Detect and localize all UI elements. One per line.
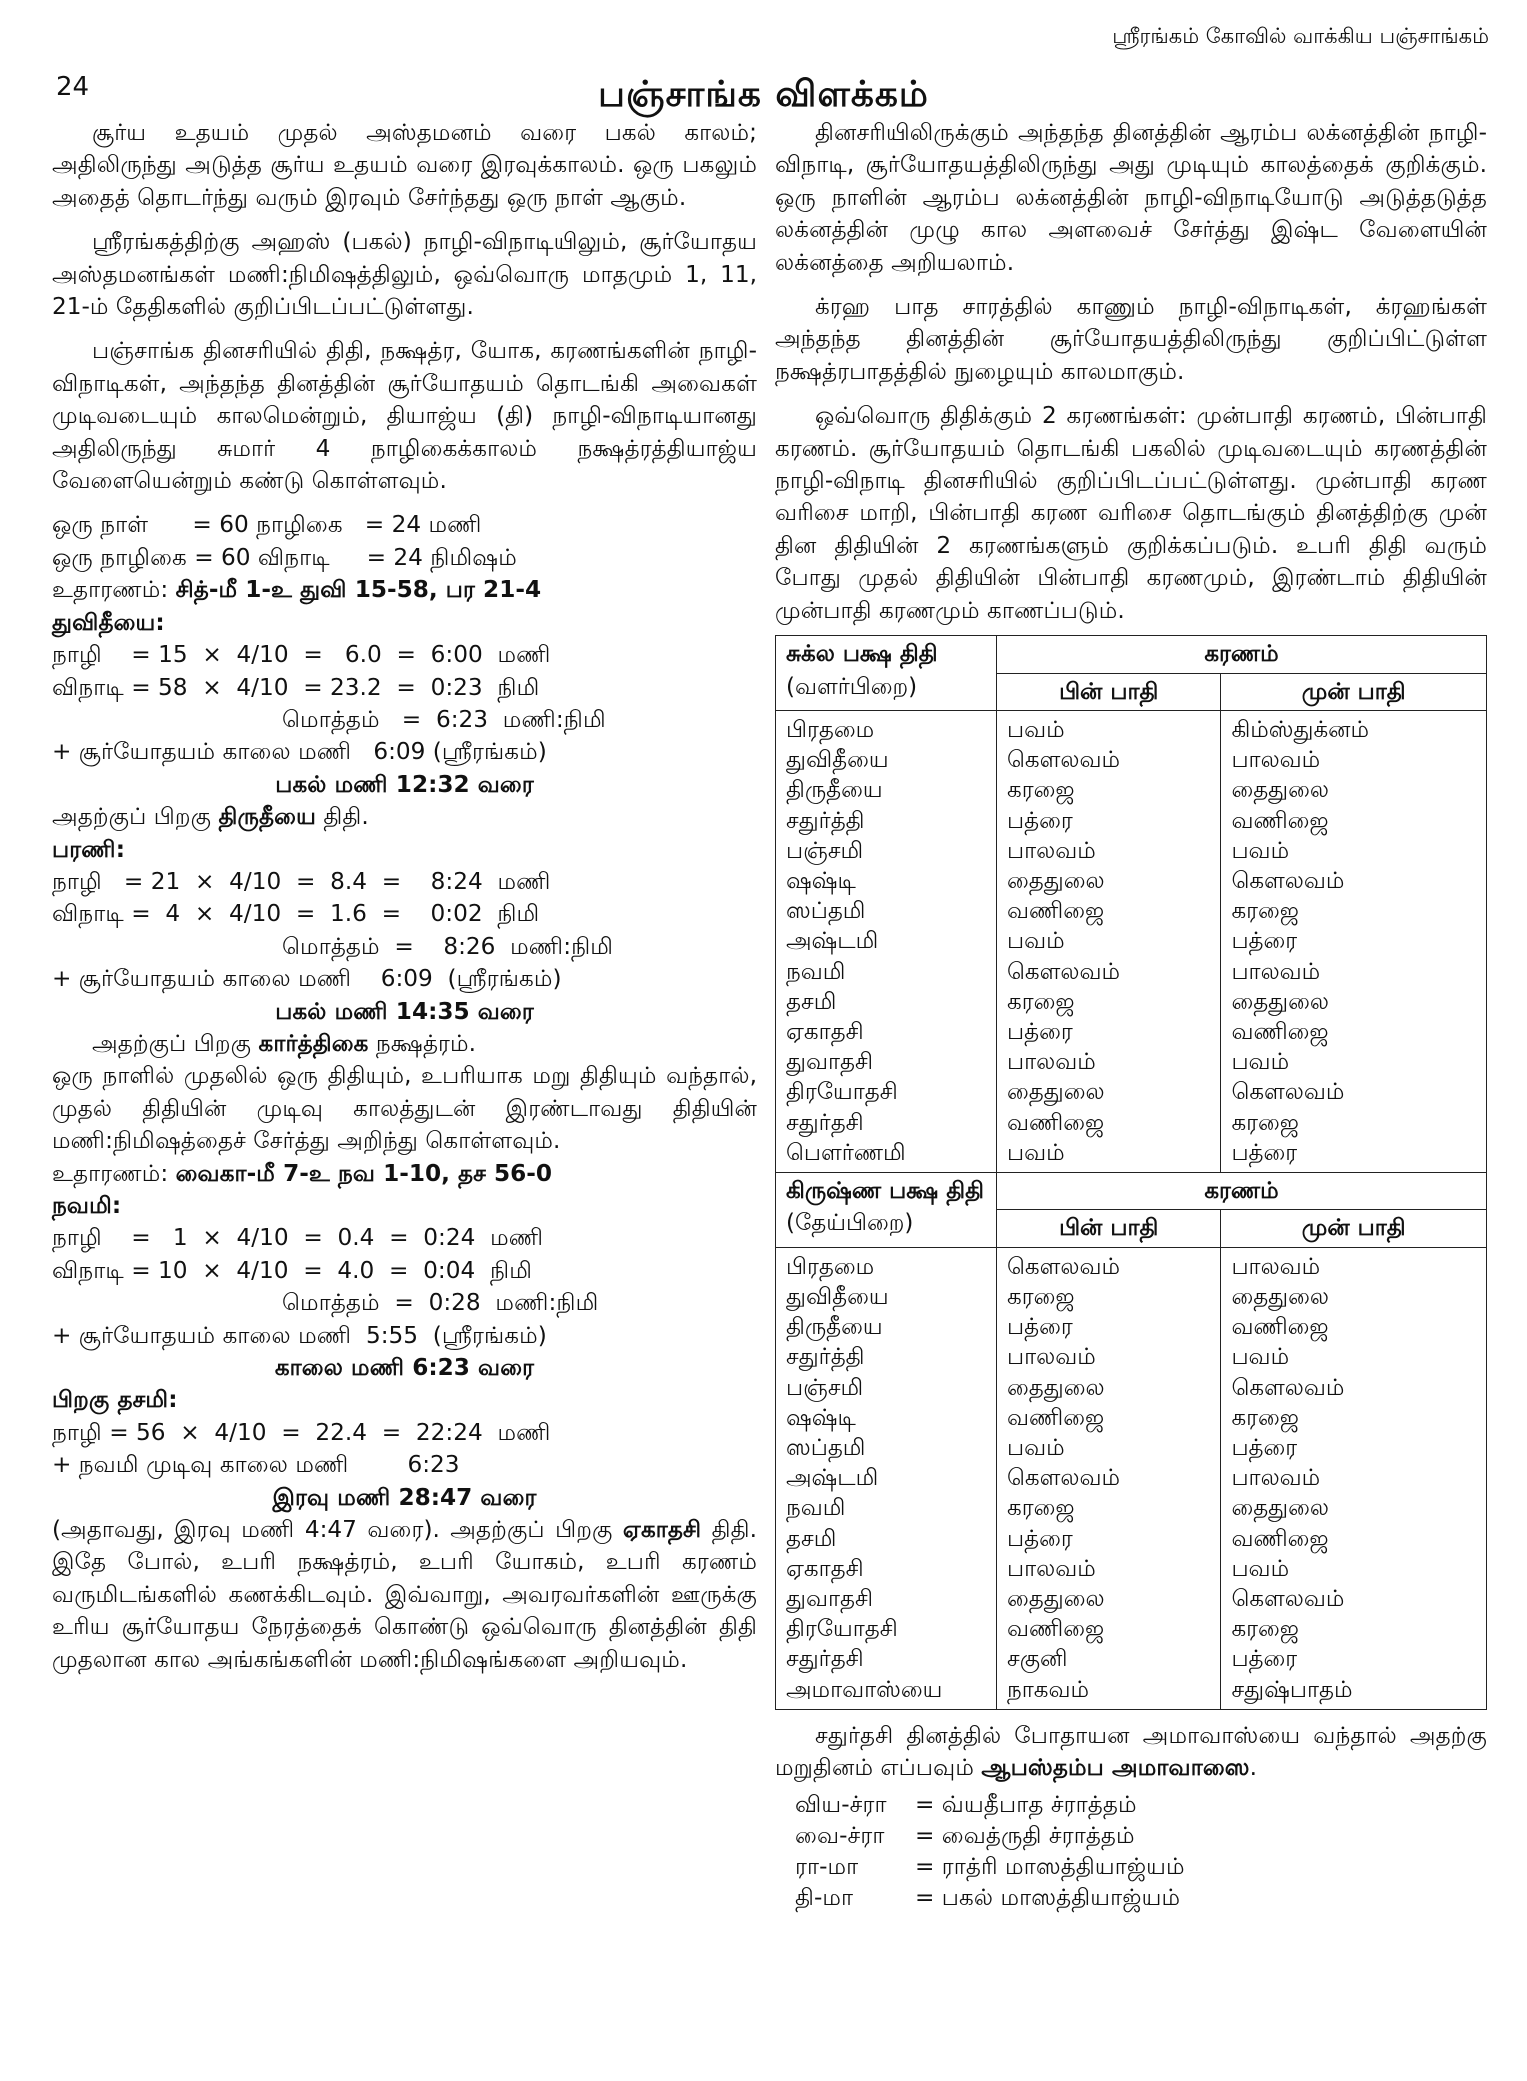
- abbreviation-row: [795, 1851, 1487, 1882]
- karana-value: கௌலவம்: [1007, 1253, 1120, 1280]
- paragraph: சூர்ய உதயம் முதல் அஸ்தமனம் வரை பகல் காலம்; அதிலிருந்து அடுத்த சூர்ய உதயம் வரை இரவுக்காலம். ஒரு பகலும் அதைத் தொடர்ந்து வரும் இரவும் சேர்ந்தது ஒரு நாள் ஆகும்.: [52, 119, 757, 211]
- karana-value: நாகவம்: [1007, 1676, 1090, 1703]
- karana-value: வணிஜை: [1007, 1109, 1105, 1136]
- karana-value: பாலவம்: [1231, 747, 1321, 774]
- table-header-cell: [776, 636, 997, 711]
- tithi-name: அஷ்டமி: [786, 928, 879, 955]
- table-header-cell: [776, 1172, 997, 1247]
- karana-value: கரஜை: [1231, 1616, 1299, 1643]
- karana-value: சதுஷ்பாதம்: [1231, 1676, 1353, 1703]
- calc-line: மொத்தம் = 0:28 மணி:நிமி: [282, 1289, 599, 1317]
- note-paragraph: [775, 1720, 1487, 1785]
- text: அதற்குப் பிறகு: [52, 803, 219, 831]
- karana-table: [775, 635, 1487, 1710]
- karana-value: கௌலவம்: [1231, 1374, 1345, 1401]
- calc-result: பகல் மணி 12:32 வரை: [275, 770, 534, 798]
- paragraph: க்ரஹ பாத சாரத்தில் காணும் நாழி-விநாடிகள், க்ரஹங்கள் அந்தந்த தினத்தின் சூர்யோதயத்திலிருந்து குறிப்பிட்டுள்ள நக்ஷத்ரபாதத்தில் நுழையும் காலமாகும்.: [775, 293, 1487, 385]
- page-number: 24: [56, 72, 90, 102]
- karana-value: பவம்: [1231, 1049, 1290, 1076]
- table-header-cell: பின் பாதி: [997, 1210, 1221, 1247]
- karana-value: பத்ரை: [1231, 1139, 1298, 1166]
- karana-value: தைதுலை: [1007, 1079, 1105, 1106]
- calc-line: மொத்தம் = 6:23 மணி:நிமி: [282, 705, 606, 733]
- karana-value: தைதுலை: [1007, 1374, 1105, 1401]
- text: சதுர்தசி தினத்தில் போதாயன அமாவாஸ்யை வந்தால் அதற்கு மறுதினம் எப்பவும்: [775, 1721, 1487, 1782]
- karana-value: தைதுலை: [1231, 988, 1329, 1015]
- karana-value: பத்ரை: [1007, 1018, 1073, 1045]
- example-sub: பிறகு தசமி:: [52, 1386, 178, 1414]
- tithi-name: சதுர்தசி: [786, 1646, 864, 1673]
- karana-value: கரஜை: [1007, 988, 1075, 1015]
- example-2-block: [52, 1158, 757, 1514]
- abbreviation-value: = வ்யதீபாத ச்ராத்தம்: [915, 1790, 1137, 1818]
- tithi-name: திருதீயை: [786, 777, 883, 804]
- tithi-name: சதுர்தசி: [786, 1109, 864, 1136]
- karana-value: கௌலவம்: [1231, 1079, 1345, 1106]
- example-heading: [52, 1158, 757, 1190]
- table-header-row: [776, 1172, 1487, 1209]
- calc-line: நாழி = 15 × 4/10 = 6.0 = 6:00 மணி: [52, 641, 551, 669]
- karana-value: வணிஜை: [1007, 1616, 1105, 1643]
- tithi-name: பஞ்சமி: [786, 837, 864, 864]
- abbreviation-row: [795, 1820, 1487, 1851]
- tithi-name: ஏகாதசி: [786, 1018, 864, 1045]
- mun-pathi-list: [1221, 710, 1487, 1172]
- example-text: சித்-மீ 1-உ துவி 15-58, பர 21-4: [175, 576, 542, 604]
- karana-value: பவம்: [1007, 1139, 1065, 1166]
- after-line: [52, 1028, 757, 1060]
- karana-value: வணிஜை: [1007, 898, 1105, 925]
- karana-value: பாலவம்: [1231, 1253, 1321, 1280]
- karana-value: பவம்: [1231, 837, 1290, 864]
- abbreviation-list: [795, 1789, 1487, 1913]
- karana-value: வணிஜை: [1007, 1404, 1105, 1431]
- example-sub: துவிதீயை:: [52, 608, 165, 636]
- karana-value: பவம்: [1231, 1555, 1290, 1582]
- calc-line: நாழி = 21 × 4/10 = 8.4 = 8:24 மணி: [52, 867, 551, 895]
- after-line: [52, 801, 757, 833]
- karana-value: கிம்ஸ்துக்னம்: [1231, 716, 1369, 743]
- paragraph: ஒவ்வொரு திதிக்கும் 2 கரணங்கள்: முன்பாதி கரணம், பின்பாதி கரணம். சூர்யோதயம் தொடங்கி பகலில் முடிவடையும் கரணத்தின் நாழி-விநாடி தினசரியில் குறிப்பிடப்பட்டுள்ளது. முன்பாதி கரண வரிசை மாறி, பின்பாதி கரண வரிசை தொடங்கும் தினத்திற்கு முன் தின திதியின் 2 கரணங்களும் குறிக்கப்படும். உபரி திதி வரும் போது முதல் திதியின் பின்பாதி கரணமும், இரண்டாம் திதியின் முன்பாதி கரணமும் காணப்படும்.: [775, 402, 1487, 624]
- table-header-cell: கரணம்: [997, 1172, 1487, 1209]
- karana-value: பாலவம்: [1231, 1465, 1321, 1492]
- tithi-name: திரயோதசி: [786, 1079, 898, 1106]
- karana-value: கரஜை: [1231, 898, 1299, 925]
- calc-line: விநாடி = 58 × 4/10 = 23.2 = 0:23 நிமி: [52, 673, 540, 701]
- karana-value: வணிஜை: [1231, 1018, 1329, 1045]
- calc-line: நாழி = 1 × 4/10 = 0.4 = 0:24 மணி: [52, 1224, 544, 1252]
- karana-value: வணிஜை: [1231, 1314, 1329, 1341]
- paragraph: பஞ்சாங்க தினசரியில் திதி, நக்ஷத்ர, யோக, கரணங்களின் நாழி-விநாடிகள், அந்தந்த தினத்தின் சூர்யோதயம் தொடங்கி அவைகள் முடிவடையும் காலமென்றும், தியாஜ்ய (தி) நாழி-விநாடியானது அதிலிருந்து சுமார் 4 நாழிகைக்காலம் நக்ஷத்ரத்தியாஜ்ய வேளையென்றும் கண்டு கொள்ளவும்.: [52, 337, 757, 495]
- abbreviation-key: ரா-மா: [795, 1852, 859, 1880]
- karana-value: கரஜை: [1007, 1495, 1075, 1522]
- table-row: [776, 1247, 1487, 1709]
- mun-pathi-list: [1221, 1247, 1487, 1709]
- text: (அதாவது, இரவு மணி 4:47 வரை). அதற்குப் பிறகு: [52, 1516, 623, 1544]
- karana-value: பாலவம்: [1007, 1555, 1096, 1582]
- karana-value: தைதுலை: [1007, 867, 1105, 894]
- text-bold: கார்த்திகை: [258, 1029, 369, 1057]
- karana-value: பவம்: [1007, 1434, 1065, 1461]
- header-text: சுக்ல பக்ஷ திதி: [786, 641, 938, 668]
- calc-line: விநாடி = 10 × 4/10 = 4.0 = 0:04 நிமி: [52, 1256, 533, 1284]
- abbreviation-key: தி-மா: [795, 1883, 854, 1911]
- table-header-cell: முன் பாதி: [1221, 673, 1487, 710]
- tithi-name: துவாதசி: [786, 1049, 873, 1076]
- calc-result: இரவு மணி 28:47 வரை: [272, 1483, 537, 1511]
- running-header: ஸ்ரீரங்கம் கோவில் வாக்கிய பஞ்சாங்கம்: [1112, 24, 1489, 48]
- tithi-name: ஷஷ்டி: [786, 867, 856, 894]
- abbreviation-value: = ராத்ரி மாஸத்தியாஜ்யம்: [915, 1852, 1185, 1880]
- karana-value: பத்ரை: [1231, 928, 1298, 955]
- karana-value: பவம்: [1231, 1344, 1290, 1371]
- tithi-name: பஞ்சமி: [786, 1374, 864, 1401]
- table-header-cell: கரணம்: [997, 636, 1487, 673]
- karana-value: பாலவம்: [1007, 837, 1096, 864]
- karana-value: வணிஜை: [1231, 807, 1329, 834]
- table-header-row: [776, 636, 1487, 673]
- karana-value: தைதுலை: [1231, 1495, 1329, 1522]
- karana-value: வணிஜை: [1231, 1525, 1329, 1552]
- karana-value: தைதுலை: [1007, 1586, 1105, 1612]
- tithi-name: பிரதமை: [786, 716, 875, 743]
- example-heading: [52, 574, 757, 606]
- example-sub: நவமி:: [52, 1192, 122, 1219]
- tithi-name: தசமி: [786, 1525, 837, 1552]
- karana-value: கரஜை: [1007, 1283, 1075, 1310]
- tithi-name: துவிதீயை: [786, 1283, 889, 1310]
- karana-value: பவம்: [1007, 716, 1065, 743]
- karana-value: கௌலவம்: [1007, 958, 1120, 985]
- text-bold: ஏகாதசி: [622, 1516, 702, 1544]
- karana-value: பாலவம்: [1007, 1049, 1096, 1076]
- calc-line: + நவமி முடிவு காலை மணி 6:23: [52, 1451, 460, 1479]
- paragraph: ஸ்ரீரங்கத்திற்கு அஹஸ் (பகல்) நாழி-விநாடியிலும், சூர்யோதய அஸ்தமனங்கள் மணி:நிமிஷத்திலும், ஒவ்வொரு மாதமும் 1, 11, 21-ம் தேதிகளில் குறிப்பிடப்பட்டுள்ளது.: [52, 228, 757, 321]
- text-bold: ஆபஸ்தம்ப அமாவாஸை: [981, 1754, 1250, 1782]
- abbreviation-value: = வைத்ருதி ச்ராத்தம்: [915, 1821, 1135, 1849]
- table-header-cell: பின் பாதி: [997, 673, 1221, 710]
- karana-value: பவம்: [1007, 928, 1065, 955]
- text: திதி.: [315, 803, 369, 831]
- table-header-cell: முன் பாதி: [1221, 1210, 1487, 1247]
- page-title: பஞ்சாங்க விளக்கம்: [598, 74, 929, 115]
- tithi-name: பிரதமை: [786, 1253, 875, 1280]
- abbreviation-key: விய-ச்ரா: [795, 1790, 887, 1818]
- tithi-list: [776, 710, 997, 1172]
- left-column: [52, 117, 757, 1688]
- abbreviation-row: [795, 1789, 1487, 1820]
- tithi-name: துவாதசி: [786, 1586, 873, 1612]
- header-subtext: (வளர்பிறை): [786, 673, 918, 700]
- karana-value: கௌலவம்: [1231, 867, 1345, 894]
- text: நக்ஷத்ரம்.: [368, 1029, 477, 1057]
- tithi-name: தசமி: [786, 988, 837, 1015]
- text-bold: திருதீயை: [218, 803, 316, 831]
- abbreviation-value: = பகல் மாஸத்தியாஜ்யம்: [915, 1883, 1181, 1911]
- units-block: [52, 509, 757, 1060]
- calc-line: விநாடி = 4 × 4/10 = 1.6 = 0:02 நிமி: [52, 900, 540, 928]
- karana-value: பத்ரை: [1231, 1434, 1298, 1461]
- calc-line: + சூர்யோதயம் காலை மணி 6:09 (ஸ்ரீரங்கம்): [52, 965, 562, 993]
- calc-line: + சூர்யோதயம் காலை மணி 5:55 (ஸ்ரீரங்கம்): [52, 1321, 547, 1349]
- karana-value: தைதுலை: [1231, 1283, 1329, 1310]
- tithi-name: பௌர்ணமி: [786, 1139, 906, 1166]
- tithi-name: துவிதீயை: [786, 747, 889, 774]
- tithi-name: அஷ்டமி: [786, 1465, 879, 1492]
- tithi-name: நவமி: [786, 958, 846, 985]
- calc-line: நாழி = 56 × 4/10 = 22.4 = 22:24 மணி: [52, 1418, 551, 1446]
- tithi-name: ஸப்தமி: [786, 1434, 866, 1461]
- example-label: உதாரணம்:: [52, 576, 169, 604]
- tithi-name: ஸப்தமி: [786, 898, 866, 925]
- text: .: [1249, 1754, 1258, 1782]
- pin-pathi-list: [997, 1247, 1221, 1709]
- abbreviation-key: வை-ச்ரா: [795, 1821, 885, 1849]
- header-text: கிருஷ்ண பக்ஷ திதி: [786, 1177, 984, 1204]
- units-line: ஒரு நாள் = 60 நாழிகை = 24 மணி: [52, 511, 482, 539]
- karana-value: பத்ரை: [1231, 1646, 1298, 1673]
- tithi-list: [776, 1247, 997, 1709]
- calc-result: காலை மணி 6:23 வரை: [274, 1354, 535, 1382]
- karana-value: பத்ரை: [1007, 1314, 1073, 1341]
- tithi-name: நவமி: [786, 1495, 846, 1522]
- tithi-name: அமாவாஸ்யை: [786, 1676, 943, 1703]
- text: திதி. இதே போல், உபரி நக்ஷத்ரம், உபரி யோகம், உபரி கரணம் வருமிடங்களில் கணக்கிடவும். இவ்வாறு, அவரவர்களின் ஊருக்கு உரிய சூர்யோதய நேரத்தைக் கொண்டு ஒவ்வொரு தினத்தின் திதி முதலான கால அங்கங்களின் மணி:நிமிஷங்களை அறியவும்.: [52, 1516, 757, 1673]
- pin-pathi-list: [997, 710, 1221, 1172]
- tithi-name: திரயோதசி: [786, 1616, 898, 1643]
- tithi-name: சதுர்த்தி: [786, 1344, 865, 1371]
- karana-value: கௌலவம்: [1007, 747, 1120, 774]
- karana-value: சகுனி: [1007, 1646, 1068, 1673]
- karana-value: தைதுலை: [1231, 777, 1329, 804]
- calc-line: மொத்தம் = 8:26 மணி:நிமி: [282, 932, 614, 960]
- karana-value: பாலவம்: [1231, 958, 1321, 985]
- right-column: [775, 117, 1487, 1913]
- karana-value: கரஜை: [1007, 777, 1075, 804]
- tithi-name: ஷஷ்டி: [786, 1404, 856, 1431]
- calc-result: பகல் மணி 14:35 வரை: [275, 997, 534, 1025]
- paragraph: [52, 1514, 757, 1676]
- karana-value: கௌலவம்: [1231, 1586, 1345, 1612]
- tithi-name: ஏகாதசி: [786, 1555, 864, 1582]
- units-line: ஒரு நாழிகை = 60 விநாடி = 24 நிமிஷம்: [52, 543, 517, 571]
- table-row: [776, 710, 1487, 1172]
- example-label: உதாரணம்:: [52, 1159, 169, 1187]
- header-subtext: (தேய்பிறை): [786, 1210, 914, 1237]
- text: அதற்குப் பிறகு: [92, 1029, 259, 1057]
- abbreviation-row: [795, 1882, 1487, 1913]
- paragraph: தினசரியிலிருக்கும் அந்தந்த தினத்தின் ஆரம்ப லக்னத்தின் நாழி-விநாடி, சூர்யோதயத்திலிருந்து அது முடியும் காலத்தைக் குறிக்கும். ஒரு நாளின் ஆரம்ப லக்னத்தின் நாழி-விநாடியோடு அடுத்தடுத்த லக்னத்தின் முழு கால அளவைச் சேர்த்து இஷ்ட வேளையின் லக்னத்தை அறியலாம்.: [775, 119, 1487, 276]
- karana-value: பாலவம்: [1007, 1344, 1096, 1371]
- karana-value: கரஜை: [1231, 1404, 1299, 1431]
- karana-value: பத்ரை: [1007, 1525, 1073, 1552]
- paragraph: ஒரு நாளில் முதலில் ஒரு திதியும், உபரியாக மறு திதியும் வந்தால், முதல் திதியின் முடிவு காலத்துடன் இரண்டாவது திதியின் மணி:நிமிஷத்தைச் சேர்த்து அறிந்து கொள்ளவும்.: [52, 1062, 757, 1155]
- example-text: வைகா-மீ 7-உ நவ 1-10, தச 56-0: [175, 1159, 553, 1187]
- karana-value: கரஜை: [1231, 1109, 1299, 1136]
- example-sub: பரணி:: [52, 835, 125, 863]
- tithi-name: திருதீயை: [786, 1314, 883, 1341]
- karana-value: பத்ரை: [1007, 807, 1073, 834]
- karana-value: கௌலவம்: [1007, 1465, 1120, 1492]
- tithi-name: சதுர்த்தி: [786, 807, 865, 834]
- calc-line: + சூர்யோதயம் காலை மணி 6:09 (ஸ்ரீரங்கம்): [52, 738, 547, 766]
